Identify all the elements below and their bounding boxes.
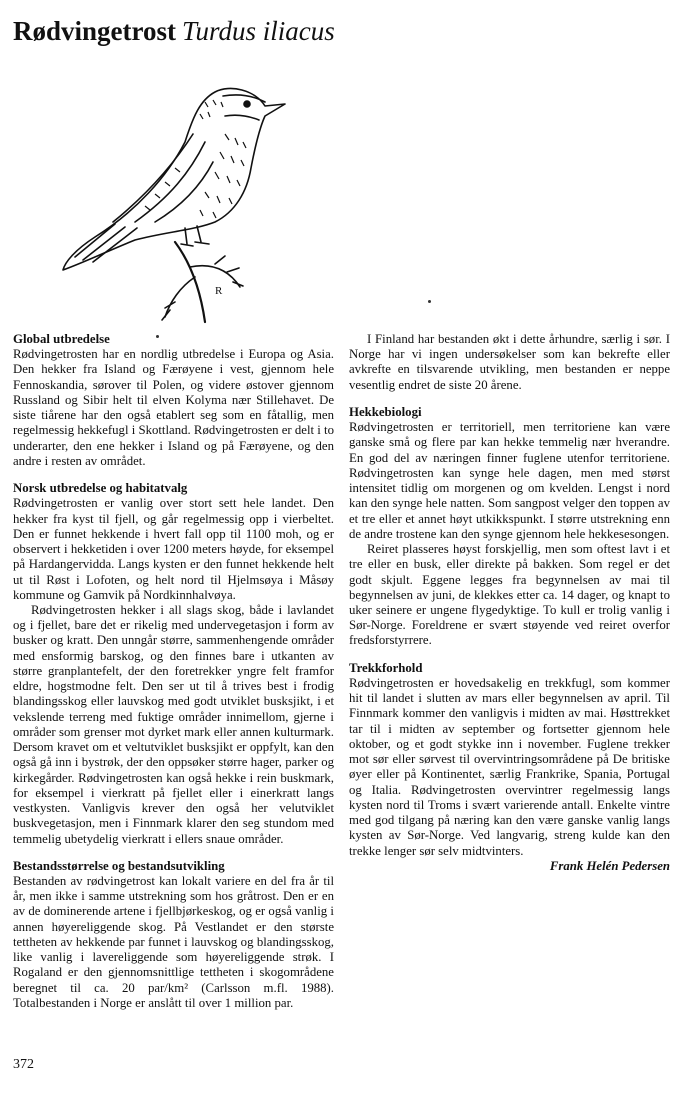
section-norsk — [13, 481, 334, 847]
section-hekke — [349, 405, 670, 649]
section-heading: Trekkforhold — [349, 660, 423, 675]
paragraph: I Finland har bestanden økt i dette århundre, særlig i sør. I Norge har vi ingen undersøkelser som kan bekrefte eller avkrefte en tilsvarende utvikling, men bestanden er neppe vesentlig endret de siste 20 årene. — [349, 332, 670, 392]
paragraph: Rødvingetrosten er hovedsakelig en trekkfugl, som kommer hit til landet i slutten av mars eller begynnelsen av april. Til Finnmark kommer den vanligvis i midten av mai. Høsttrekket tar til i midten av september og fortsetter gjennom hele oktober, og et godt stykke inn i november. Fuglene trekker mot sør eller sørvest til overvintringsområdene på De britiske øyer eller på Kontinentet, særlig Frankrike, Spania, Portugal og Italia. Rødvingetrosten overvintrer regelmessig langs kysten nord til Troms i svært varierende antall. Enkelte vintre med god tilgang på næring kan den være ganske vanlig langs kysten av Sør-Norge. Ved langvarig, streng kulde kan den trekke lenger sør selv midtvinters. — [349, 675, 670, 858]
author-signature: Frank Helén Pedersen — [549, 858, 670, 873]
section-heading: Global utbredelse — [13, 332, 110, 346]
section-heading: Norsk utbredelse og habitatvalg — [13, 481, 188, 496]
svg-text:R: R — [215, 285, 223, 297]
species-common-name: Rødvingetrost — [13, 16, 177, 46]
redwing-bird-drawing-icon — [55, 72, 300, 327]
page-number: 372 — [13, 1057, 34, 1072]
section-trekk — [349, 661, 670, 874]
right-column — [349, 332, 670, 874]
paragraph: Rødvingetrosten er territoriell, men territoriene kan være ganske små og flere par kan hekke temmelig nær hverandre. En god del av næringen finner fuglene utenfor territoriene. Rødvingetrosten kan synge hele dagen, men med størst intensitet tidlig om morgenen og om kvelden. Lengst i nord kan den synge hele natten. Som sangpost velger den toppen av et tre eller et annet høyt utkikkspunkt. I større utstrekning enn de andre trostene kan den synge gjennom hele hekkesesongen. — [349, 420, 670, 541]
section-bestand-cont — [349, 332, 670, 393]
page-title — [13, 14, 335, 48]
paragraph: Rødvingetrosten hekker i all slags skog, både i lavlandet og i fjellet, bare det er rikelig med undervegetasjon i form av busker og kratt. Den unngår større, sammenhengende områder med ensformig barskog, og den finnes bare i utkanten av større granplantefelt, der den foretrekker yngre felt framfor eldre, hogstmodne felt. Den ser ut til å trives best i frodig blandingsskog eller lauvskog med godt utviklet busksjikt, i et vekslende terreng med fuktige områder innimellom, gjerne i områder som grenser mot dyrket mark eller annen kulturmark. Dersom kravet om et veltutviklet busksjikt er oppfylt, kan den også gå inn i bystrøk, der den oppsøker større hager, parker og kirkegårder. Rødvingetrosten kan også hekke i rein buskmark, for eksempel i vierkratt på fjellet eller i einerkratt langs vestkysten. Vanligvis krever den også her velutviklet buskvegetasjon, men i Finnmark klarer den seg stundom med temmelig ubetydelig vierkratt i ellers snaue områder. — [13, 602, 334, 846]
paragraph: Rødvingetrosten er vanlig over stort sett hele landet. Den hekker fra kyst til fjell, og går regelmessig opp i vierbeltet. Den er funnet hekkende i hvert fall opp til 1100 moh, og er observert i hekketiden i over 1200 meters høyde, for eksempel på Hardangervidda. Langs kysten er den funnet hekkende helt ut til Røst i Lofoten, og helt nord til Hjelmsøya i Måsøy kommune og Gamvik på Nordkinnhalvøya. — [13, 496, 334, 602]
section-global — [13, 332, 334, 469]
species-latin-name: Turdus iliacus — [182, 16, 335, 46]
section-heading: Hekkebiologi — [349, 404, 422, 419]
paragraph: Bestanden av rødvingetrost kan lokalt variere en del fra år til år, men ikke i samme utstrekning som hos gråtrost. Den er en av de dominerende artene i fjellbjørkeskog, og er også vanlig i annen høyereliggende skog. På Vestlandet er den største tettheten av hekkende par funnet i lauvskog og blandingsskog, like vanlig i lavereliggende som høyereliggende strøk. I Rogaland er den gjennomsnittlige tettheten i skogområdene beregnet til ca. 20 par/km² (Carlsson m.fl. 1988). Totalbestanden i Norge er anslått til over 1 million par. — [13, 873, 334, 1010]
section-bestand — [13, 859, 334, 1011]
section-heading: Bestandsstørrelse og bestandsutvikling — [13, 858, 225, 873]
left-column — [13, 332, 334, 1011]
paragraph: Reiret plasseres høyst forskjellig, men som oftest lavt i et tre eller en busk, eller direkte på bakken. Som regel er det godt skjult. Eggene legges fra begynnelsen av mai til begynnelsen av juni, de klekkes etter ca. 14 dager, og knapt to uker seinere er ungene flygedyktige. To kull er trolig vanlig i Sør-Norge. Foreldrene er svært støyende ved reiret overfor fredsforstyrrere. — [349, 542, 670, 648]
paragraph: Rødvingetrosten har en nordlig utbredelse i Europa og Asia. Den hekker fra Island og Færøyene i vest, gjennom hele Fennoskandia, sørover til Polen, og videre østover gjennom Russland og Sibir helt til elven Kolyma nær Stillehavet. De siste tiårene har den også etablert seg som en fåtallig, men regelmessig hekkefugl i Skottland. Rødvingetrosten er delt i to underarter, den ene hekker i Island og på Færøyene, og den andre i resten av området. — [13, 347, 334, 468]
